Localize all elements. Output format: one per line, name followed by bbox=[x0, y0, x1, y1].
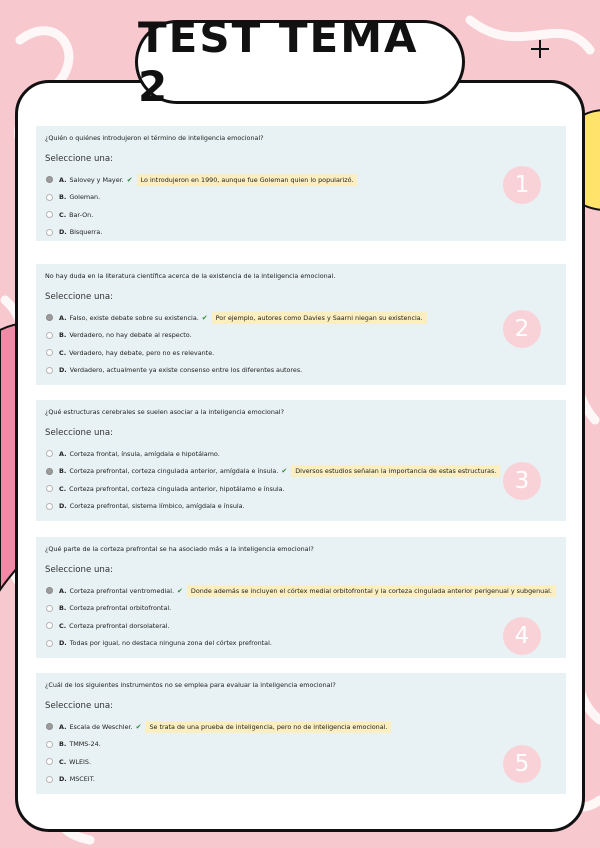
option-text: Salovey y Mayer. bbox=[69, 175, 124, 184]
option-row[interactable] bbox=[45, 600, 556, 618]
option-text: Verdadero, no hay debate al respecto. bbox=[69, 331, 192, 340]
option-row[interactable] bbox=[45, 736, 556, 754]
option-letter: D. bbox=[59, 366, 67, 375]
radio-button[interactable] bbox=[46, 349, 53, 356]
option-row[interactable] bbox=[45, 224, 556, 242]
check-icon: ✔ bbox=[177, 586, 183, 595]
option-row[interactable] bbox=[45, 309, 556, 327]
option-row[interactable] bbox=[45, 753, 556, 771]
question-card-5 bbox=[36, 673, 566, 794]
question-text: ¿Cuál de los siguientes instrumentos no se emplea para evaluar la inteligencia emocional? bbox=[45, 681, 336, 689]
select-label: Seleccione una: bbox=[45, 701, 114, 711]
option-row[interactable] bbox=[45, 582, 556, 600]
option-letter: D. bbox=[59, 775, 67, 784]
option-text: Corteza prefrontal, sistema límbico, amígdala e ínsula. bbox=[69, 502, 245, 511]
check-icon: ✔ bbox=[201, 313, 208, 322]
check-icon: ✔ bbox=[126, 175, 133, 184]
question-card-3 bbox=[36, 400, 566, 521]
question-text: ¿Quién o quiénes introdujeron el término de inteligencia emocional? bbox=[45, 134, 264, 142]
question-number-badge: 4 bbox=[503, 617, 541, 655]
option-text: Bar-On. bbox=[69, 210, 94, 219]
option-text: Corteza frontal, ínsula, amígdala e hipotálamo. bbox=[69, 449, 220, 458]
radio-button-selected[interactable] bbox=[46, 723, 53, 730]
option-letter: B. bbox=[59, 193, 67, 202]
radio-button[interactable] bbox=[46, 194, 53, 201]
option-text: WLEIS. bbox=[69, 757, 92, 766]
question-text: ¿Qué estructuras cerebrales se suelen asociar a la inteligencia emocional? bbox=[45, 408, 284, 416]
radio-button[interactable] bbox=[46, 229, 53, 236]
option-letter: A. bbox=[59, 586, 67, 595]
option-letter: A. bbox=[59, 175, 67, 184]
radio-button[interactable] bbox=[46, 605, 53, 612]
feedback-text: Diversos estudios señalan la importancia de estas estructuras. bbox=[291, 465, 500, 477]
option-row[interactable] bbox=[45, 206, 556, 224]
option-letter: A. bbox=[59, 449, 67, 458]
option-text: Corteza prefrontal orbitofrontal. bbox=[69, 604, 172, 613]
option-row[interactable] bbox=[45, 480, 556, 498]
option-row[interactable] bbox=[45, 327, 556, 345]
option-letter: C. bbox=[59, 621, 67, 630]
feedback-text: Se trata de una prueba de inteligencia, pero no de inteligencia emocional. bbox=[145, 721, 391, 733]
option-text: Corteza prefrontal dorsolateral. bbox=[69, 621, 170, 630]
option-letter: D. bbox=[59, 228, 67, 237]
select-label: Seleccione una: bbox=[45, 565, 114, 575]
option-letter: C. bbox=[59, 484, 67, 493]
option-row[interactable] bbox=[45, 771, 556, 789]
page-title: TEST TEMA 2 bbox=[138, 13, 419, 111]
option-row[interactable] bbox=[45, 635, 556, 653]
option-text: Goleman. bbox=[69, 193, 101, 202]
option-letter: A. bbox=[59, 722, 67, 731]
question-text: No hay duda en la literatura científica acerca de la existencia de la inteligencia emocional. bbox=[45, 272, 336, 280]
option-letter: C. bbox=[59, 757, 67, 766]
radio-button[interactable] bbox=[46, 485, 53, 492]
select-label: Seleccione una: bbox=[45, 154, 114, 164]
radio-button-selected[interactable] bbox=[46, 176, 53, 183]
option-row[interactable] bbox=[45, 344, 556, 362]
radio-button[interactable] bbox=[46, 741, 53, 748]
option-text: Falso, existe debate sobre su existencia. bbox=[69, 313, 199, 322]
option-letter: D. bbox=[59, 502, 67, 511]
radio-button[interactable] bbox=[46, 640, 53, 647]
radio-button[interactable] bbox=[46, 450, 53, 457]
select-label: Seleccione una: bbox=[45, 428, 114, 438]
option-row[interactable] bbox=[45, 189, 556, 207]
option-text: Corteza prefrontal, corteza cingulada anterior, amígdala e ínsula. bbox=[69, 467, 279, 476]
option-letter: B. bbox=[59, 604, 67, 613]
radio-button[interactable] bbox=[46, 622, 53, 629]
question-number-badge: 3 bbox=[503, 462, 541, 500]
option-row[interactable] bbox=[45, 498, 556, 516]
question-card-1 bbox=[36, 126, 566, 241]
option-text: Todas por igual, no destaca ninguna zona del córtex prefrontal. bbox=[69, 639, 272, 648]
option-letter: A. bbox=[59, 313, 67, 322]
radio-button-selected[interactable] bbox=[46, 314, 53, 321]
option-text: Corteza prefrontal, corteza cingulada anterior, hipotálamo e ínsula. bbox=[69, 484, 285, 493]
option-letter: C. bbox=[59, 210, 67, 219]
question-number-badge: 2 bbox=[503, 310, 541, 348]
option-row[interactable] bbox=[45, 171, 556, 189]
feedback-text: Lo introdujeron en 1990, aunque fue Goleman quien lo popularizó. bbox=[137, 174, 358, 186]
radio-button[interactable] bbox=[46, 758, 53, 765]
radio-button[interactable] bbox=[46, 367, 53, 374]
option-letter: B. bbox=[59, 467, 67, 476]
option-row[interactable] bbox=[45, 617, 556, 635]
feedback-text: Por ejemplo, autores como Davies y Saarni niegan su existencia. bbox=[212, 312, 427, 324]
radio-button[interactable] bbox=[46, 332, 53, 339]
option-letter: B. bbox=[59, 740, 67, 749]
option-text: MSCEIT. bbox=[69, 775, 95, 784]
radio-button[interactable] bbox=[46, 211, 53, 218]
radio-button[interactable] bbox=[46, 503, 53, 510]
question-number-badge: 1 bbox=[503, 166, 541, 204]
title-banner bbox=[135, 13, 465, 111]
option-text: TMMS-24. bbox=[69, 740, 101, 749]
question-card-4 bbox=[36, 537, 566, 658]
option-row[interactable] bbox=[45, 718, 556, 736]
option-text: Bisquerra. bbox=[69, 228, 103, 237]
check-icon: ✔ bbox=[281, 467, 288, 476]
option-text: Verdadero, actualmente ya existe consenso entre los diferentes autores. bbox=[69, 366, 303, 375]
radio-button-selected[interactable] bbox=[46, 468, 53, 475]
question-text: ¿Qué parte de la corteza prefrontal se ha asociado más a la inteligencia emocional? bbox=[45, 545, 314, 553]
option-letter: D. bbox=[59, 639, 67, 648]
option-text: Corteza prefrontal ventromedial. bbox=[69, 586, 175, 595]
option-text: Verdadero, hay debate, pero no es relevante. bbox=[69, 348, 215, 357]
option-letter: B. bbox=[59, 331, 67, 340]
question-card-2 bbox=[36, 264, 566, 385]
feedback-text: Donde además se incluyen el córtex medial orbitofrontal y la corteza cingulada anterior perigenual y subgenual. bbox=[187, 585, 556, 597]
option-letter: C. bbox=[59, 348, 67, 357]
check-icon: ✔ bbox=[135, 722, 142, 731]
option-row[interactable] bbox=[45, 463, 556, 481]
radio-button[interactable] bbox=[46, 776, 53, 783]
radio-button-selected[interactable] bbox=[46, 587, 53, 594]
option-row[interactable] bbox=[45, 362, 556, 380]
select-label: Seleccione una: bbox=[45, 292, 114, 302]
option-row[interactable] bbox=[45, 445, 556, 463]
question-number-badge: 5 bbox=[503, 745, 541, 783]
option-text: Escala de Weschler. bbox=[69, 722, 133, 731]
